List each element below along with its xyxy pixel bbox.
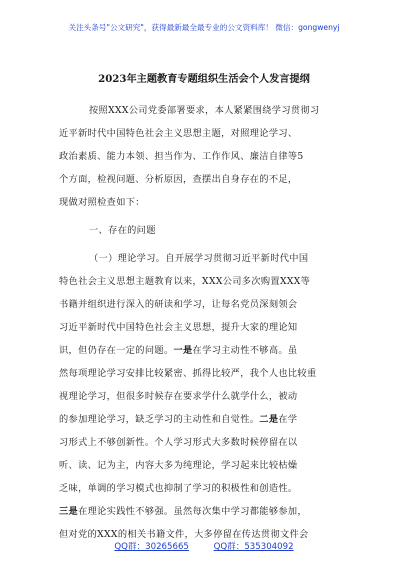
paragraph-line: 书籍并组织进行深入的研读和学习，让每名党员深刻领会 — [59, 299, 298, 310]
point-marker: 二是 — [259, 414, 279, 425]
footer-contacts — [0, 540, 408, 552]
line-text: 在学 — [278, 414, 298, 425]
paragraph-line — [59, 411, 355, 425]
paragraph-line: 乏味，单调的学习模式也抑制了学习的积极性和创造性。 — [59, 483, 298, 494]
header-promo-note: 关注头条号"公文研究"，获得最新最全最专业的公文资料库！ 微信：gongwenyj — [68, 23, 340, 32]
qq-group-link-1[interactable]: QQ群：30265665 — [114, 542, 189, 552]
line-text: 在学习主动性不够高。虽 — [192, 345, 298, 356]
paragraph-line: 政治素质、能力本领、担当作为、工作作风、廉洁自律等5 — [59, 151, 304, 162]
paragraph-line: 视理论学习，但很多时候存在要求学什么就学什么，被动 — [59, 391, 298, 402]
paragraph-line — [59, 503, 355, 517]
line-text: 识，但仍存在一定的问题。 — [59, 345, 174, 356]
paragraph-line: 习形式上不够创新性。个人学习形式大多数时候停留在以 — [59, 437, 298, 448]
paragraph-line: 特色社会主义思想主题教育以来，XXX公司多次购置XXX等 — [59, 276, 311, 287]
paragraph-line: 然每项理论学习安排比较紧密、抓得比较严，我个人也比较重 — [59, 368, 317, 379]
paragraph-line: 近平新时代中国特色社会主义思想主题，对照理论学习、 — [59, 128, 298, 139]
paragraph-line: 听、读、记为主，内容大多为纯理论，学习起来比较枯燥 — [59, 460, 298, 471]
paragraph-line: （一）理论学习。自开展学习贯彻习近平新时代中国 — [89, 253, 309, 264]
paragraph-line — [59, 342, 355, 356]
paragraph-line: 个方面，检视问题、分析原因，查摆出自身存在的不足， — [59, 174, 298, 185]
point-marker: 一是 — [173, 345, 193, 356]
paragraph-line: 习近平新时代中国特色社会主义思想，提升大家的理论知 — [59, 322, 298, 333]
document-title: 2023年主题教育专题组织生活会个人发言提纲 — [98, 73, 310, 85]
section-heading: 一、存在的问题 — [89, 225, 156, 236]
point-marker: 三是 — [59, 506, 79, 517]
paragraph-line: 但对党的XXX的相关书籍文件，大多停留在传达贯彻文件会 — [59, 529, 309, 540]
line-text: 在理论实践性不够强。虽然每次集中学习都能够参加， — [78, 506, 307, 517]
paragraph-line: 按照XXX公司党委部署要求，本人紧紧围绕学习贯彻习 — [89, 105, 320, 116]
line-text: 的参加理论学习，缺乏学习的主动性和自觉性。 — [59, 414, 260, 425]
qq-group-link-2[interactable]: QQ群：535304092 — [213, 542, 294, 552]
paragraph-line: 现做对照检查如下： — [59, 197, 145, 208]
